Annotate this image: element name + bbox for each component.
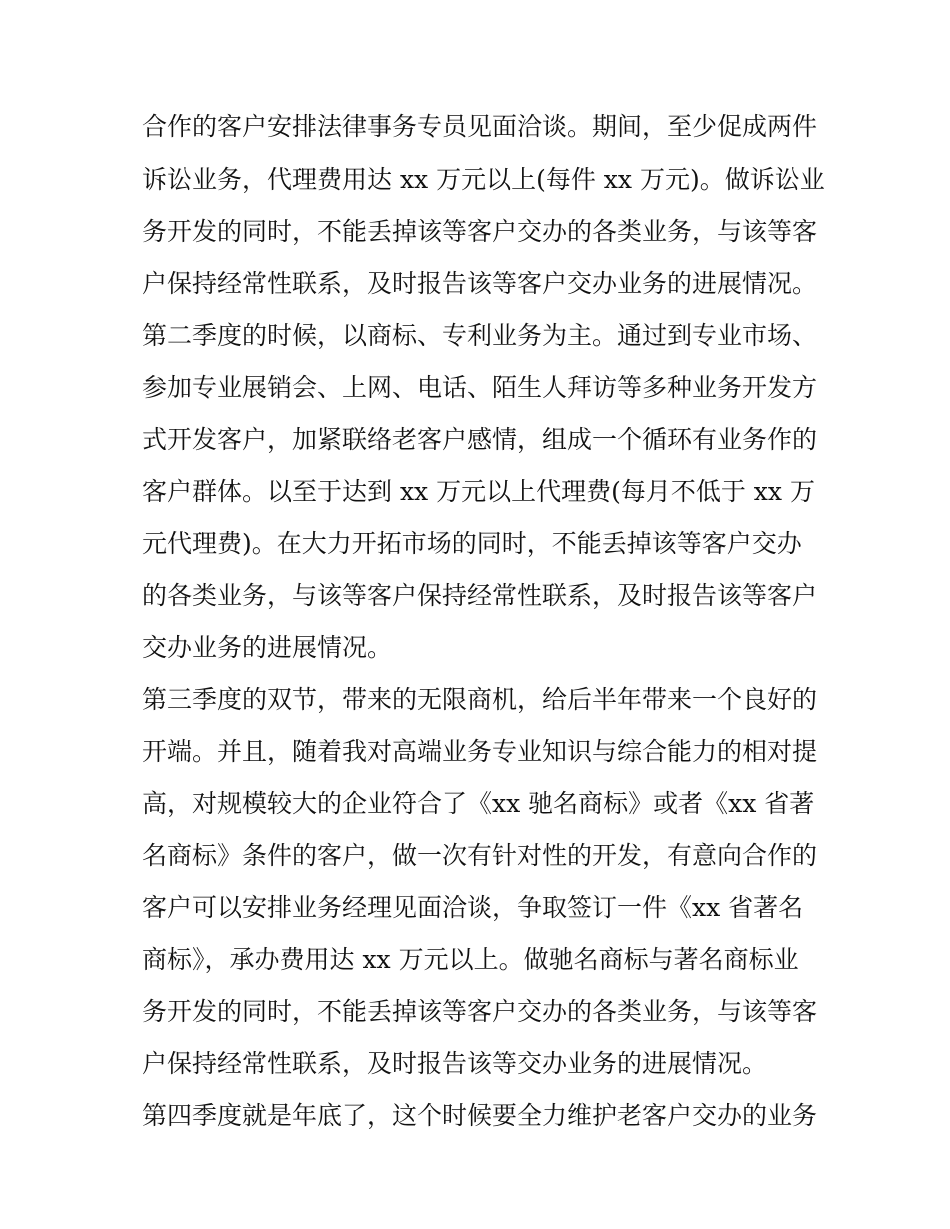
text-line: 户保持经常性联系，及时报告该等交办业务的进展情况。 <box>142 1049 768 1078</box>
text-line: 客户可以安排业务经理见面洽谈，争取签订一件《xx 省著名 <box>142 893 804 922</box>
text-line: 合作的客户安排法律事务专员见面洽谈。期间，至少促成两件 <box>142 112 818 141</box>
text-line: 客户群体。以至于达到 xx 万元以上代理费(每月不低于 xx 万 <box>142 477 815 506</box>
text-line: 参加专业展销会、上网、电话、陌生人拜访等多种业务开发方 <box>142 373 818 402</box>
text-line: 开端。并且，随着我对高端业务专业知识与综合能力的相对提 <box>142 737 818 766</box>
text-line: 交办业务的进展情况。 <box>142 633 393 662</box>
text-line: 商标》，承办费用达 xx 万元以上。做驰名商标与著名商标业 <box>142 945 799 974</box>
text-line: 式开发客户，加紧联络老客户感情，组成一个循环有业务作的 <box>142 425 818 454</box>
text-line: 诉讼业务，代理费用达 xx 万元以上(每件 xx 万元)。做诉讼业 <box>142 165 825 194</box>
text-line: 高，对规模较大的企业符合了《xx 驰名商标》或者《xx 省著 <box>142 789 815 818</box>
text-line: 第三季度的双节，带来的无限商机，给后半年带来一个良好的 <box>142 685 818 714</box>
text-line: 的各类业务，与该等客户保持经常性联系，及时报告该等客户 <box>142 581 818 610</box>
text-line: 名商标》条件的客户，做一次有针对性的开发，有意向合作的 <box>142 841 818 870</box>
text-line: 务开发的同时，不能丢掉该等客户交办的各类业务，与该等客 <box>142 997 818 1026</box>
text-line: 务开发的同时，不能丢掉该等客户交办的各类业务，与该等客 <box>142 217 818 246</box>
text-line: 第二季度的时候，以商标、专利业务为主。通过到专业市场、 <box>142 321 818 350</box>
text-line: 元代理费)。在大力开拓市场的同时，不能丢掉该等客户交办 <box>142 529 802 558</box>
text-line: 户保持经常性联系，及时报告该等客户交办业务的进展情况。 <box>142 269 818 298</box>
text-line: 第四季度就是年底了，这个时候要全力维护老客户交办的业务 <box>142 1101 818 1130</box>
